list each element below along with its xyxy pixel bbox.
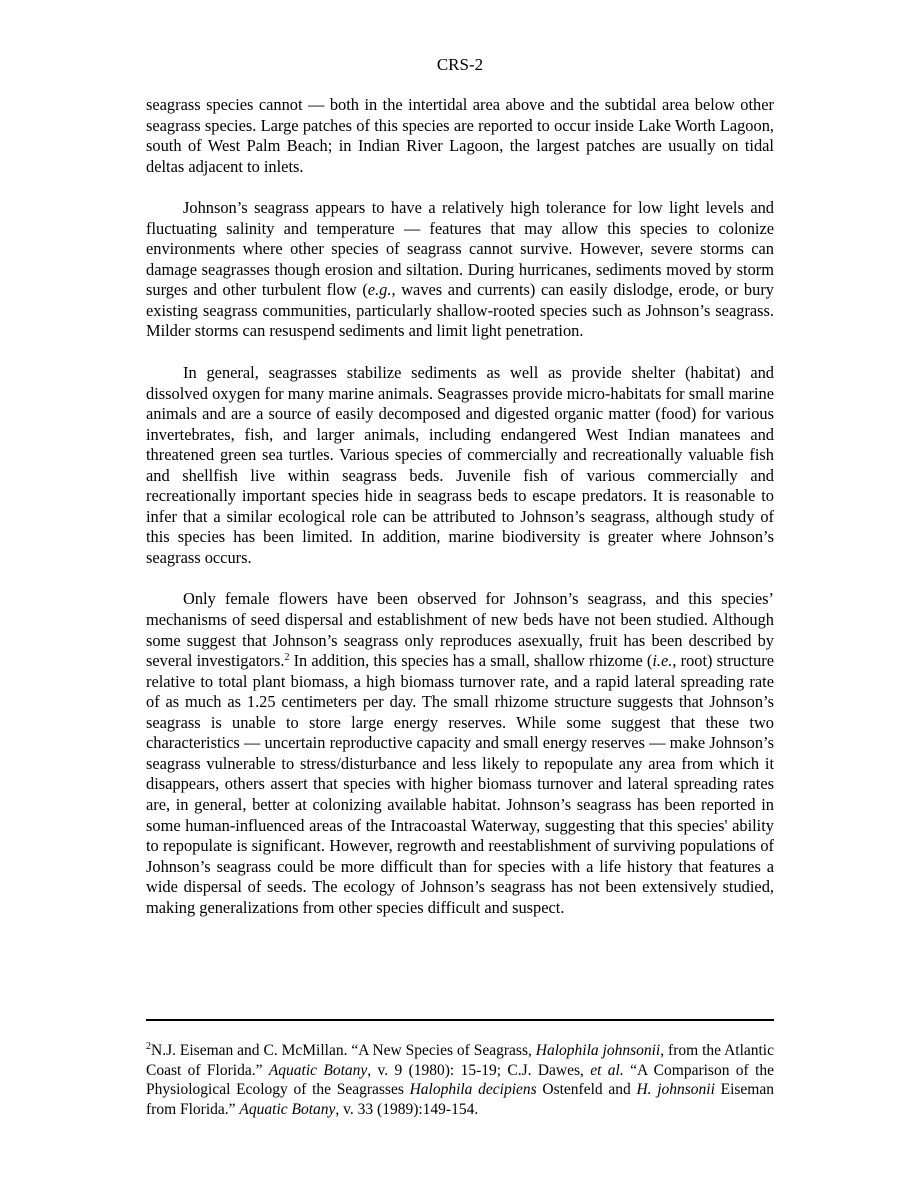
footnote-reference[interactable]: 2: [284, 652, 290, 664]
footnote-text-7: , v. 33 (1989):149-154.: [335, 1100, 479, 1118]
paragraph-4-text-b: In addition, this species has a small, shallow rhizome (: [289, 651, 653, 671]
footnote-journal-1: Aquatic Botany: [268, 1061, 368, 1079]
paragraph-3: In general, seagrasses stabilize sediments as well as provide shelter (habitat) and dissolved oxygen for many marine animals. Seagrasses provide micro-habitats for small marine animals and are a source of easily decomposed and digested organic matter (food) for various invertebrates, fish, and larger animals, including endangered West Indian manatees and threatened green sea turtles. Various species of commercially and recreationally valuable fish and shellfish live within seagrass beds. Juvenile fish of various commercially and recreationally important species hide in seagrass beds to escape predators. It is reasonable to infer that a similar ecological role can be attributed to Johnson’s seagrass, although study of this species has been limited. In addition, marine biodiversity is greater where Johnson’s seagrass occurs.: [146, 363, 774, 567]
footnote-et-al: et al.: [590, 1061, 624, 1079]
paragraph-4-text-a: Only female flowers have been observed for Johnson’s seagrass, and this species’ mechanisms of seed dispersal and establishment of new beds have not been studied. Although some suggest that Johnson’s seagrass only reproduces asexually, fruit has been described by several investigators.: [146, 589, 774, 671]
body-text: [146, 95, 774, 939]
footnote: [146, 1041, 774, 1119]
paragraph-2: [146, 198, 774, 342]
paragraph-1: seagrass species cannot — both in the intertidal area above and the subtidal area below other seagrass species. Large patches of this species are reported to occur inside Lake Worth Lagoon, south of West Palm Beach; in Indian River Lagoon, the largest patches are usually on tidal deltas adjacent to inlets.: [146, 95, 774, 176]
footnote-text-6: Eiseman from Florida.”: [146, 1081, 774, 1118]
page-header: CRS-2: [436, 55, 484, 74]
paragraph-2-text-a: Johnson’s seagrass appears to have a relatively high tolerance for low light levels and fluctuating salinity and temperature — features that may allow this species to colonize environments where other species of seagrass cannot survive. However, severe storms can damage seagrasses though erosion and siltation. During hurricanes, sediments moved by storm surges and other turbulent flow (: [146, 198, 774, 300]
paragraph-4-italic: i.e.: [652, 651, 673, 671]
footnote-text-1: N.J. Eiseman and C. McMillan. “A New Species of Seagrass,: [151, 1042, 536, 1059]
footnote-species-decipiens: Halophila decipiens: [409, 1081, 537, 1099]
footnote-divider: [146, 1019, 774, 1021]
paragraph-2-text-b: , waves and currents) can easily dislodge, erode, or bury existing seagrass communities, particularly shallow-rooted species such as Johnson’s seagrass. Milder storms can resuspend sediments and limit light penetration.: [146, 280, 774, 341]
paragraph-4: [146, 589, 774, 918]
paragraph-4-text-c: , root) structure relative to total plant biomass, a high biomass turnover rate, and a rapid lateral spreading rate of as much as 1.25 centimeters per day. The small rhizome structure suggests that Johnson’s seagrass is unable to store large energy reserves. While some suggest that these two characteristics — uncertain reproductive capacity and small energy reserves — make Johnson’s seagrass vulnerable to stress/disturbance and less likely to repopulate any area from which it disappears, others assert that species with higher biomass turnover and lateral spreading rates are, in general, better at colonizing available habitat. Johnson’s seagrass has been reported in some human-influenced areas of the Intracoastal Waterway, suggesting that this species' ability to repopulate is significant. However, regrowth and reestablishment of surviving populations of Johnson’s seagrass could be more difficult than for species with a life history that features a wide dispersal of seeds. The ecology of Johnson’s seagrass has not been extensively studied, making generalizations from other species difficult and suspect.: [146, 651, 775, 917]
footnote-text-5: Ostenfeld and: [536, 1081, 637, 1099]
footnote-text-3: , v. 9 (1980): 15-19; C.J. Dawes,: [367, 1061, 591, 1079]
footnote-text-2: , from the Atlantic Coast of Florida.”: [146, 1042, 774, 1079]
paragraph-2-italic: e.g.: [367, 280, 392, 300]
footnote-journal-2: Aquatic Botany: [239, 1100, 336, 1118]
footnote-species-johnsonii: H. johnsonii: [636, 1081, 715, 1099]
footnote-marker: 2: [146, 1041, 151, 1052]
footnote-species-name: Halophila johnsonii: [535, 1042, 661, 1059]
footnote-text-4: “A Comparison of the Physiological Ecology of the Seagrasses: [146, 1061, 775, 1099]
